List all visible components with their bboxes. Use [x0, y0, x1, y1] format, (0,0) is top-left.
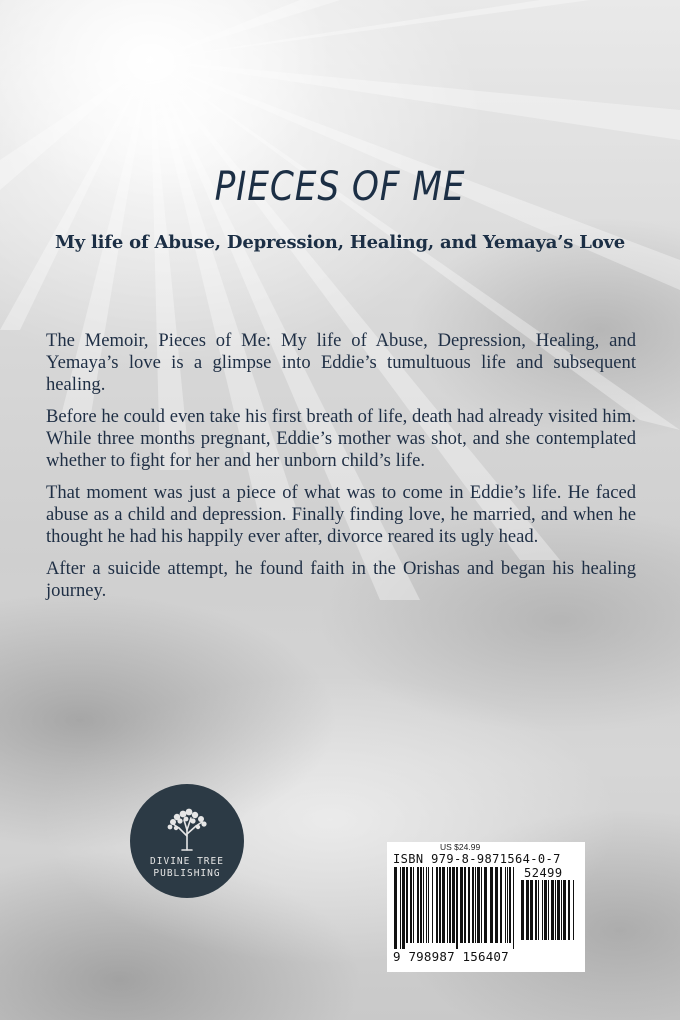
barcode-bar: [542, 880, 543, 940]
book-subtitle: My life of Abuse, Depression, Healing, and Yemaya’s Love: [54, 232, 626, 253]
barcode-bar: [475, 867, 476, 943]
barcode-bar: [449, 867, 451, 943]
barcode-bar: [460, 867, 463, 943]
blurb-paragraph: Before he could even take his first breath of life, death had already visited him. While three months pregnant, Eddie’s mother was shot, and she contemplated whether to fight for her and her unborn child’s life.: [46, 406, 636, 471]
addon-barcode: [520, 880, 578, 946]
ean-barcode: [393, 867, 517, 949]
price-label: US $24.99: [440, 842, 481, 852]
barcode-bar: [544, 880, 547, 940]
barcode-bar: [423, 867, 424, 943]
barcode-bar: [410, 867, 412, 943]
barcode-bar: [432, 867, 433, 943]
barcode-bar: [563, 880, 566, 940]
barcode-bar: [447, 867, 448, 943]
barcode-bar: [420, 867, 422, 943]
barcode-bar: [500, 867, 502, 943]
barcode-bar: [557, 880, 560, 940]
blurb-paragraph: That moment was just a piece of what was to come in Eddie’s life. He faced abuse as a child and depression. Finally finding love, he married, and when he thought he had his happily ever after, divorce reared its ugly head.: [46, 482, 636, 547]
barcode-bar: [426, 867, 427, 943]
barcode-bar: [495, 867, 498, 943]
barcode-bar: [402, 867, 405, 949]
tree-icon: [162, 806, 212, 852]
barcode-bar: [400, 867, 401, 949]
barcode-bar: [509, 867, 511, 943]
barcode-bar: [442, 867, 445, 943]
barcode-bar: [452, 867, 455, 943]
barcode-bar: [394, 867, 397, 949]
ean-number: 9 798987 156407: [393, 949, 509, 964]
barcode-bar: [428, 867, 429, 943]
barcode-bar: [551, 880, 554, 940]
barcode-bar: [477, 867, 480, 943]
publisher-name-line2: PUBLISHING: [153, 868, 221, 879]
barcode-bar: [561, 880, 562, 940]
barcode-bar: [526, 880, 529, 940]
barcode-bar: [456, 867, 458, 949]
barcode-bar: [439, 867, 441, 943]
barcode-bar: [464, 867, 466, 943]
barcode-bar: [513, 867, 514, 949]
blurb-paragraph: The Memoir, Pieces of Me: My life of Abuse, Depression, Healing, and Yemaya’s love is a glimpse into Eddie’s tumultuous life and subsequent healing.: [46, 330, 636, 395]
barcode-bar: [507, 867, 508, 943]
publisher-name-line1: DIVINE TREE: [150, 856, 224, 867]
blurb-text: [46, 330, 636, 612]
barcode-bar: [490, 867, 493, 943]
barcode-bar: [568, 880, 570, 940]
barcode-bar: [436, 867, 438, 943]
barcode-bar: [548, 880, 549, 940]
blurb-paragraph: After a suicide attempt, he found faith in the Orishas and began his healing journey.: [46, 558, 636, 601]
barcode-bar: [468, 867, 470, 943]
barcode-bar: [481, 867, 482, 943]
barcode-bar: [406, 867, 408, 943]
barcode-bar: [538, 880, 539, 940]
barcode-bar: [535, 880, 537, 940]
barcode-bar: [530, 880, 533, 940]
barcode-bar: [505, 867, 506, 943]
barcode-bar: [472, 867, 474, 943]
barcode-bar: [413, 867, 414, 943]
barcode-bar: [484, 867, 487, 943]
barcode-bar: [555, 880, 556, 940]
barcode-bar: [573, 880, 574, 940]
isbn-text: ISBN 979-8-9871564-0-7: [393, 852, 561, 866]
barcode-bar: [417, 867, 419, 943]
publisher-logo: [130, 784, 244, 898]
book-title: PIECES OF ME: [214, 164, 466, 210]
barcode-bar: [521, 880, 524, 940]
price-addon-number: 52499: [524, 866, 563, 880]
